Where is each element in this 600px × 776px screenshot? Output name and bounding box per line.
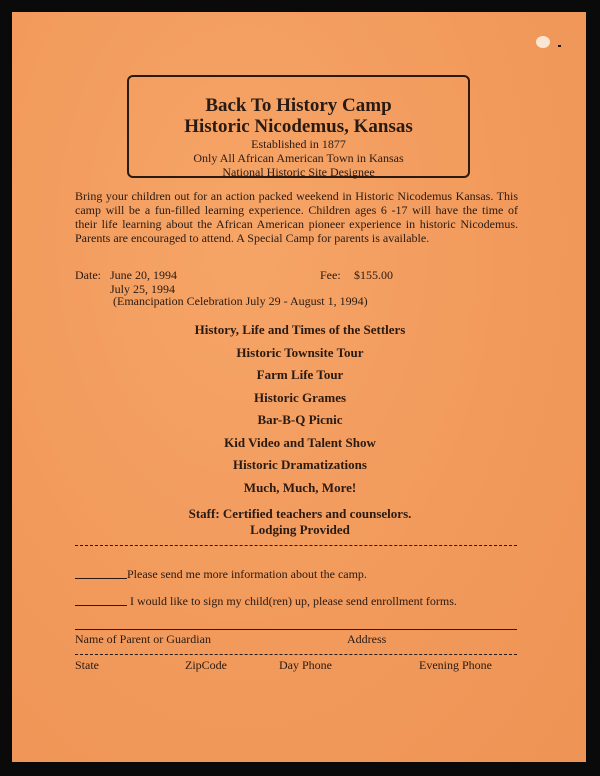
- tagline-1: Only All African American Town in Kansas: [193, 151, 404, 165]
- fee-label: Fee:: [320, 268, 341, 282]
- lodging-line: Lodging Provided: [250, 522, 350, 537]
- address-label: Address: [347, 632, 387, 646]
- event-item: Bar-B-Q Picnic: [257, 412, 343, 427]
- date-2: July 25, 1994: [110, 282, 176, 296]
- state-line[interactable]: [75, 654, 517, 655]
- tagline-2: National Historic Site Designee: [222, 165, 375, 179]
- enroll-blank[interactable]: [75, 594, 127, 606]
- flyer-subtitle: Historic Nicodemus, Kansas: [184, 116, 413, 137]
- day-phone-label: Day Phone: [279, 658, 332, 672]
- date-1: June 20, 1994: [110, 268, 177, 282]
- enroll-label: I would like to sign my child(ren) up, please send enrollment forms.: [130, 594, 457, 608]
- flyer-page: [12, 12, 586, 762]
- event-item: Historic Townsite Tour: [236, 345, 364, 360]
- date-label: Date:: [75, 268, 101, 282]
- fee-value: $155.00: [354, 268, 393, 282]
- intro-paragraph: Bring your children out for an action packed weekend in Historic Nicodemus Kansas. This camp will be a fun-filled learning experience. Children ages 6 -17 will have the time of their life learning about the African American pioneer experience in historic Nicodemus. Parents are encouraged to attend. A Special Camp for parents is available.: [75, 189, 518, 245]
- paper-speck: [536, 36, 550, 48]
- event-item: Farm Life Tour: [256, 367, 344, 382]
- event-item: Historic Dramatizations: [233, 457, 367, 472]
- established-line: Established in 1877: [251, 137, 346, 151]
- event-item: Much, Much, More!: [243, 480, 357, 495]
- tear-line: [75, 545, 517, 546]
- info-request-blank[interactable]: [75, 567, 127, 579]
- enroll-option[interactable]: [75, 594, 457, 608]
- zip-label: ZipCode: [185, 658, 227, 672]
- paper-speck: [558, 45, 561, 47]
- info-request-option[interactable]: [75, 567, 367, 581]
- parent-name-label: Name of Parent or Guardian: [75, 632, 211, 646]
- event-item: Historic Grames: [253, 390, 347, 405]
- parent-signature-line[interactable]: [75, 629, 517, 630]
- event-item: Kid Video and Talent Show: [224, 435, 376, 450]
- staff-line: Staff: Certified teachers and counselors.: [188, 506, 412, 521]
- header-box: [127, 75, 470, 178]
- info-request-label: Please send me more information about the camp.: [127, 567, 367, 581]
- state-label: State: [75, 658, 99, 672]
- event-item: History, Life and Times of the Settlers: [194, 322, 406, 337]
- emancipation-note: (Emancipation Celebration July 29 - August 1, 1994): [113, 294, 368, 308]
- flyer-title: Back To History Camp: [205, 95, 392, 116]
- evening-phone-label: Evening Phone: [419, 658, 492, 672]
